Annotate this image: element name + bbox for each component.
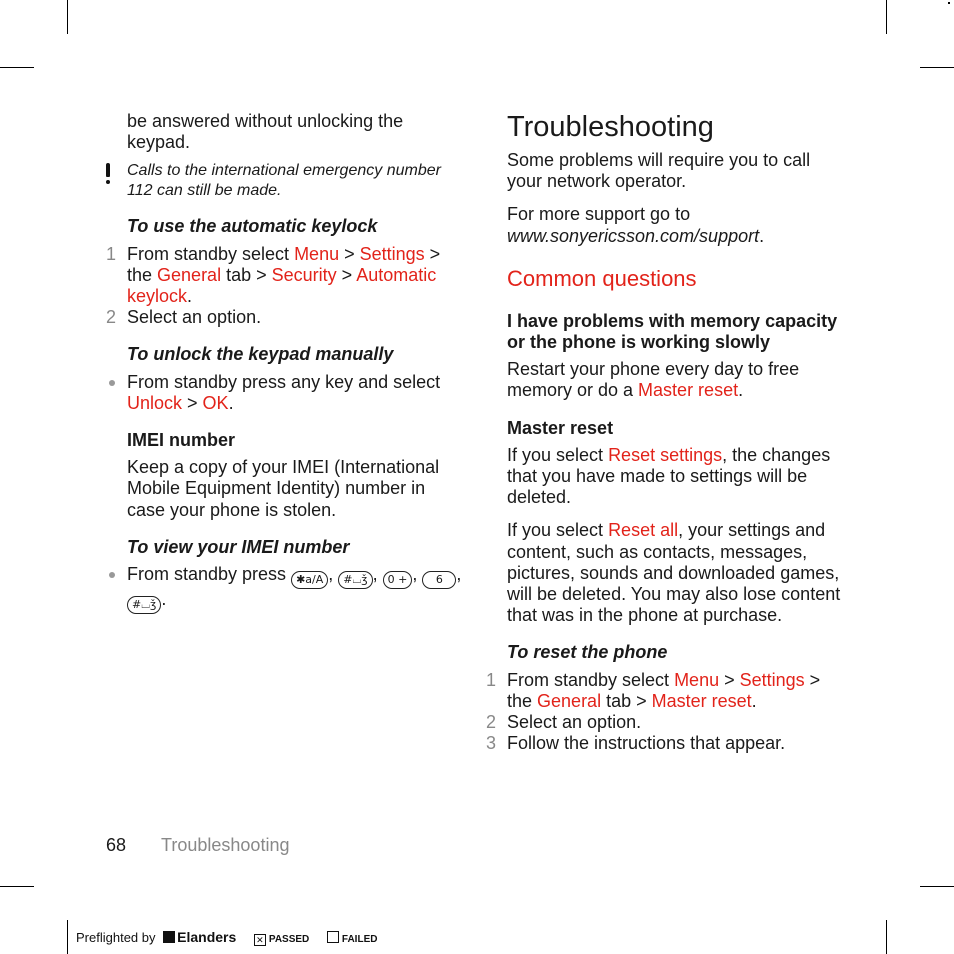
step-text: Select an option. <box>127 307 262 328</box>
menu-link: Menu <box>674 669 720 690</box>
separator: > <box>719 669 740 690</box>
general-link: General <box>537 690 602 711</box>
step-number: 2 <box>106 307 117 328</box>
crop-mark <box>0 886 34 887</box>
memory-text <box>507 359 843 401</box>
hash-key-icon: #⌴ǯ <box>127 596 161 614</box>
imei-text: Keep a copy of your IMEI (International Mobile Equipment Identity) number in case your phone is stolen. <box>127 457 440 520</box>
support-text <box>507 204 843 246</box>
punctuation: . <box>759 225 765 246</box>
crop-mark <box>886 0 887 34</box>
automatic-keylock-link: Automatic keylock <box>127 264 437 307</box>
six-key-icon: 6 <box>422 571 456 589</box>
bullet-item <box>127 564 467 614</box>
menu-link: Menu <box>294 243 340 264</box>
crop-mark <box>886 920 887 954</box>
crop-mark <box>67 0 68 34</box>
failed-label: FAILED <box>341 934 378 945</box>
separator: , <box>328 564 339 585</box>
step-item <box>486 733 843 754</box>
support-label: For more support go to <box>507 204 691 225</box>
separator: > <box>336 264 357 285</box>
step-text: tab > <box>221 264 272 285</box>
keylock-heading: To use the automatic keylock <box>127 216 378 237</box>
step-item <box>486 712 843 733</box>
punctuation: . <box>738 380 744 401</box>
warning-note-icon <box>105 163 111 185</box>
left-column <box>106 111 467 614</box>
preflight-label: Preflighted by <box>76 930 156 945</box>
punctuation: . <box>228 392 234 413</box>
punctuation: . <box>161 589 167 610</box>
bullet-icon <box>109 380 115 386</box>
keylock-steps <box>106 243 467 329</box>
imei-heading: IMEI number <box>127 430 236 451</box>
reset-body: , your settings and content, such as contacts, messages, pictures, sounds and downloaded games, will be deleted. You may also lose content that was in the phone at purchase. <box>507 520 841 626</box>
step-item <box>106 307 467 328</box>
bullet-icon <box>109 572 115 578</box>
master-reset-link: Master reset <box>651 690 752 711</box>
common-questions-heading: Common questions <box>507 265 697 291</box>
passed-label: PASSED <box>268 934 310 945</box>
bullet-text: From standby press <box>127 564 292 585</box>
step-item <box>486 669 843 712</box>
step-number: 1 <box>106 243 117 264</box>
reset-phone-heading: To reset the phone <box>507 642 668 663</box>
reset-body: , the changes that you have made to settings will be deleted. <box>507 444 831 508</box>
security-link: Security <box>271 264 337 285</box>
reset-steps <box>486 669 843 755</box>
step-text: Follow the instructions that appear. <box>507 733 786 754</box>
step-text: > the <box>507 669 821 711</box>
master-reset-heading: Master reset <box>507 417 614 438</box>
view-imei-heading: To view your IMEI number <box>127 536 350 557</box>
intro-text: Some problems will require you to call your network operator. <box>507 150 811 192</box>
separator: , <box>456 564 462 585</box>
unlock-heading: To unlock the keypad manually <box>127 344 394 365</box>
ok-link: OK <box>202 392 229 413</box>
step-text: Select an option. <box>507 712 642 733</box>
page-number: 68 <box>106 835 127 855</box>
failed-checkbox-icon <box>327 931 339 943</box>
step-text: From standby select <box>507 669 675 690</box>
separator: , <box>412 564 423 585</box>
note-text: Calls to the international emergency number 112 can still be made. <box>127 162 441 199</box>
page-title: Troubleshooting <box>507 111 714 143</box>
separator: , <box>372 564 383 585</box>
separator: > <box>339 243 360 264</box>
elanders-logo-icon <box>163 931 175 943</box>
crop-mark <box>920 886 954 887</box>
general-link: General <box>157 264 222 285</box>
reset-all-text <box>507 520 843 626</box>
crop-mark <box>920 67 954 68</box>
reset-body: If you select <box>507 520 609 541</box>
right-column <box>486 108 843 754</box>
crop-dot <box>948 2 950 4</box>
crop-mark <box>0 67 34 68</box>
separator: > <box>182 392 203 413</box>
preflight-stamp <box>76 929 377 948</box>
preflight-brand: Elanders <box>177 929 237 945</box>
reset-all-link: Reset all <box>608 520 679 541</box>
step-number: 2 <box>486 712 497 733</box>
emergency-note <box>127 161 467 200</box>
unlock-list <box>127 372 467 414</box>
reset-body: If you select <box>507 444 609 465</box>
reset-settings-text <box>507 445 843 509</box>
step-text: From standby select <box>127 243 295 264</box>
step-text: > the <box>127 243 441 285</box>
passed-checkbox-icon: ✕ <box>254 934 266 946</box>
unlock-link: Unlock <box>127 392 183 413</box>
reset-settings-link: Reset settings <box>608 444 723 465</box>
star-key-icon: ✱a/A <box>291 571 328 589</box>
step-text: tab > <box>601 690 652 711</box>
support-url: www.sonyericsson.com/support <box>507 225 760 246</box>
settings-link: Settings <box>739 669 805 690</box>
punctuation: . <box>187 286 193 307</box>
punctuation: . <box>751 690 757 711</box>
intro-text: be answered without unlocking the keypad. <box>127 111 404 153</box>
page-footer <box>106 834 289 856</box>
step-number: 1 <box>486 669 497 690</box>
memory-heading: I have problems with memory capacity or the phone is working slowly <box>507 310 838 353</box>
step-number: 3 <box>486 733 497 754</box>
bullet-item <box>127 372 467 414</box>
hash-key-icon: #⌴ǯ <box>338 571 372 589</box>
bullet-text: From standby press any key and select <box>127 371 441 392</box>
memory-body: Restart your phone every day to free memory or do a <box>507 359 800 401</box>
step-item <box>106 243 467 308</box>
crop-mark <box>67 920 68 954</box>
zero-key-icon: 0 + <box>383 571 413 589</box>
settings-link: Settings <box>359 243 425 264</box>
view-imei-list <box>127 564 467 614</box>
section-name: Troubleshooting <box>161 835 290 855</box>
master-reset-link: Master reset <box>638 380 739 401</box>
